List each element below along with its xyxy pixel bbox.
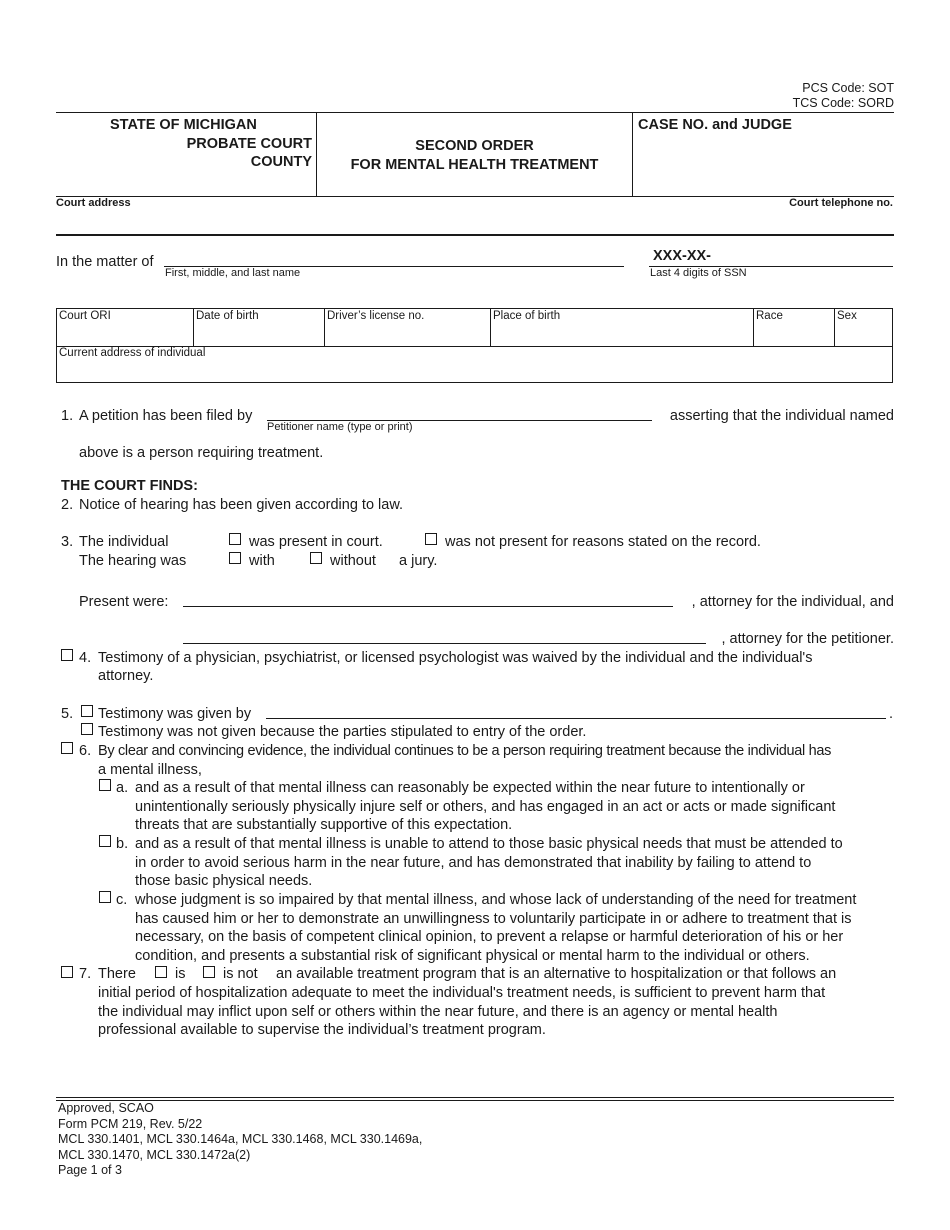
present-were-label: Present were:	[79, 594, 169, 610]
item6a-line: unintentionally seriously physically injure self or others, and has engaged in an act or acts or made significant	[135, 798, 836, 815]
item5-number: 5.	[61, 706, 74, 722]
present-checkbox[interactable]	[229, 533, 241, 545]
item7-there: There	[98, 966, 136, 982]
with-option-label: with	[249, 553, 275, 569]
court-ori-label: Court ORI	[59, 310, 111, 322]
item6c-letter: c.	[116, 892, 128, 908]
probate-court-label: PROBATE COURT	[186, 135, 312, 152]
footer-mcl-line2: MCL 330.1470, MCL 330.1472a(2)	[58, 1147, 251, 1162]
sex-label: Sex	[837, 310, 857, 322]
item6b-checkbox[interactable]	[99, 835, 111, 847]
court-jurisdiction	[60, 116, 312, 172]
item6c-checkbox[interactable]	[99, 891, 111, 903]
item2-number: 2.	[61, 497, 74, 513]
tcs-code: TCS Code: SORD	[792, 96, 894, 110]
item6c-text	[135, 891, 856, 965]
header-divider-2	[632, 112, 633, 197]
item7-is-not-label: is not	[223, 966, 258, 982]
footer-approved: Approved, SCAO	[58, 1101, 154, 1115]
item6b-line: and as a result of that mental illness is unable to attend to those basic physical needs that must be attended to	[135, 836, 843, 852]
item7-is-checkbox[interactable]	[155, 966, 167, 978]
item6a-line: and as a result of that mental illness can reasonably be expected within the near future to intentionally or	[135, 780, 805, 796]
item6a-checkbox[interactable]	[99, 779, 111, 791]
item3-number: 3.	[61, 534, 74, 550]
jury-label: a jury.	[399, 553, 438, 569]
not-present-option-label: was not present for reasons stated on the record.	[445, 534, 761, 550]
item7-is-label: is	[175, 966, 186, 982]
item6b-letter: b.	[116, 836, 129, 852]
ssn-value: XXX-XX-	[653, 248, 712, 264]
individual-label: The individual	[79, 534, 169, 550]
grid-col-rule	[193, 308, 194, 346]
item2-text: Notice of hearing has been given according to law.	[79, 497, 404, 513]
present-option-label: was present in court.	[249, 534, 383, 550]
petitioner-caption: Petitioner name (type or print)	[267, 421, 413, 433]
not-present-checkbox[interactable]	[425, 533, 437, 545]
item4-number: 4.	[79, 650, 92, 666]
race-label: Race	[756, 310, 783, 322]
item7-line: professional available to supervise the individual’s treatment program.	[98, 1022, 546, 1038]
form-title	[317, 137, 632, 175]
without-jury-checkbox[interactable]	[310, 552, 322, 564]
footer-info	[58, 1101, 422, 1179]
form-title-line1: SECOND ORDER	[415, 138, 534, 154]
grid-col-rule	[490, 308, 491, 346]
header-top-rule	[56, 112, 894, 113]
item6b-line: in order to avoid serious harm in the near future, and has demonstrated that inability by failing to attend to	[135, 854, 812, 871]
item7-text	[98, 984, 825, 1040]
footer-mcl-line1: MCL 330.1401, MCL 330.1464a, MCL 330.1468, MCL 330.1469a,	[58, 1132, 423, 1146]
testimony-not-given-label: Testimony was not given because the parties stipulated to entry of the order.	[98, 724, 587, 740]
testimony-given-by-field[interactable]	[266, 718, 886, 719]
name-caption: First, middle, and last name	[165, 267, 301, 279]
date-of-birth-label: Date of birth	[196, 310, 259, 322]
county-label: COUNTY	[250, 154, 312, 170]
court-telephone-label: Court telephone no.	[789, 197, 893, 209]
court-finds-heading: THE COURT FINDS:	[61, 478, 198, 494]
item7-line1-rest: an available treatment program that is an alternative to hospitalization or that follows an	[276, 966, 837, 982]
grid-col-rule	[753, 308, 754, 346]
footer-form-number: Form PCM 219, Rev. 5/22	[58, 1116, 203, 1131]
item6-text-line2: a mental illness,	[98, 762, 202, 778]
item6a-line: threats that are substantially supportive of this expectation.	[135, 817, 513, 833]
item6b-text	[135, 835, 843, 891]
header-bottom-rule	[56, 196, 894, 197]
item6c-line: condition, and presents a substantial risk of significant physical or mental harm to the individual or others.	[135, 947, 810, 964]
testimony-given-label: Testimony was given by	[98, 706, 252, 722]
item6-number: 6.	[79, 743, 92, 759]
item6c-line: necessary, on the basis of competent clinical opinion, to prevent a relapse or harmful deterioration of his or her	[135, 929, 844, 945]
attorney-petitioner-label: , attorney for the petitioner.	[721, 631, 894, 647]
item1-number: 1.	[61, 408, 74, 424]
address-bottom-rule	[56, 234, 894, 236]
testimony-period: .	[889, 706, 894, 722]
item7-line: the individual may inflict upon self or others within the near future, and there is an agency or mental health	[98, 1003, 778, 1020]
item4-text-line2: attorney.	[98, 668, 154, 684]
testimony-not-given-checkbox[interactable]	[81, 723, 93, 735]
item4-text-line1: Testimony of a physician, psychiatrist, or licensed psychologist was waived by the individual and the individual's	[98, 650, 813, 666]
footer-page-number: Page 1 of 3	[58, 1163, 122, 1177]
item1-text-b: asserting that the individual named	[669, 408, 894, 424]
item4-checkbox[interactable]	[61, 649, 73, 661]
case-no-judge-label: CASE NO. and JUDGE	[638, 117, 792, 133]
item6a-letter: a.	[116, 780, 129, 796]
item7-number: 7.	[79, 966, 92, 982]
without-option-label: without	[330, 553, 376, 569]
court-address-label: Court address	[56, 197, 131, 209]
form-codes	[793, 81, 894, 111]
hearing-label: The hearing was	[79, 553, 187, 569]
item6c-line: whose judgment is so impaired by that mental illness, and whose lack of understanding of the need for treatment	[135, 892, 857, 908]
item7-checkbox[interactable]	[61, 966, 73, 978]
item6b-line: those basic physical needs.	[135, 873, 313, 889]
testimony-given-checkbox[interactable]	[81, 705, 93, 717]
current-address-label: Current address of individual	[59, 347, 206, 359]
item6c-line: has caused him or her to demonstrate an unwillingness to voluntarily participate in or adhere to treatment that is	[135, 910, 852, 927]
grid-col-rule	[834, 308, 835, 346]
place-of-birth-label: Place of birth	[493, 310, 561, 322]
form-title-line2: FOR MENTAL HEALTH TREATMENT	[350, 157, 599, 173]
item1-text-c: above is a person requiring treatment.	[79, 445, 324, 461]
grid-col-rule	[324, 308, 325, 346]
item7-is-not-checkbox[interactable]	[203, 966, 215, 978]
pcs-code: PCS Code: SOT	[802, 81, 894, 95]
ssn-caption: Last 4 digits of SSN	[650, 267, 747, 279]
item7-line: initial period of hospitalization adequate to meet the individual's treatment needs, is sufficient to prevent harm that	[98, 985, 826, 1001]
matter-prefix: In the matter of	[56, 254, 154, 270]
drivers-license-label: Driver’s license no.	[327, 310, 425, 322]
item6a-text	[135, 779, 835, 835]
attorney-petitioner-field[interactable]	[183, 643, 706, 644]
footer-rule-1	[56, 1097, 894, 1098]
item6-checkbox[interactable]	[61, 742, 73, 754]
item1-text-a: A petition has been filed by	[79, 408, 253, 424]
state-label: STATE OF MICHIGAN	[110, 117, 257, 133]
attorney-individual-label: , attorney for the individual, and	[691, 594, 894, 610]
attorney-individual-field[interactable]	[183, 606, 673, 607]
item6-text-line1: By clear and convincing evidence, the individual continues to be a person requiring treatment because the individual has	[98, 743, 832, 759]
with-jury-checkbox[interactable]	[229, 552, 241, 564]
